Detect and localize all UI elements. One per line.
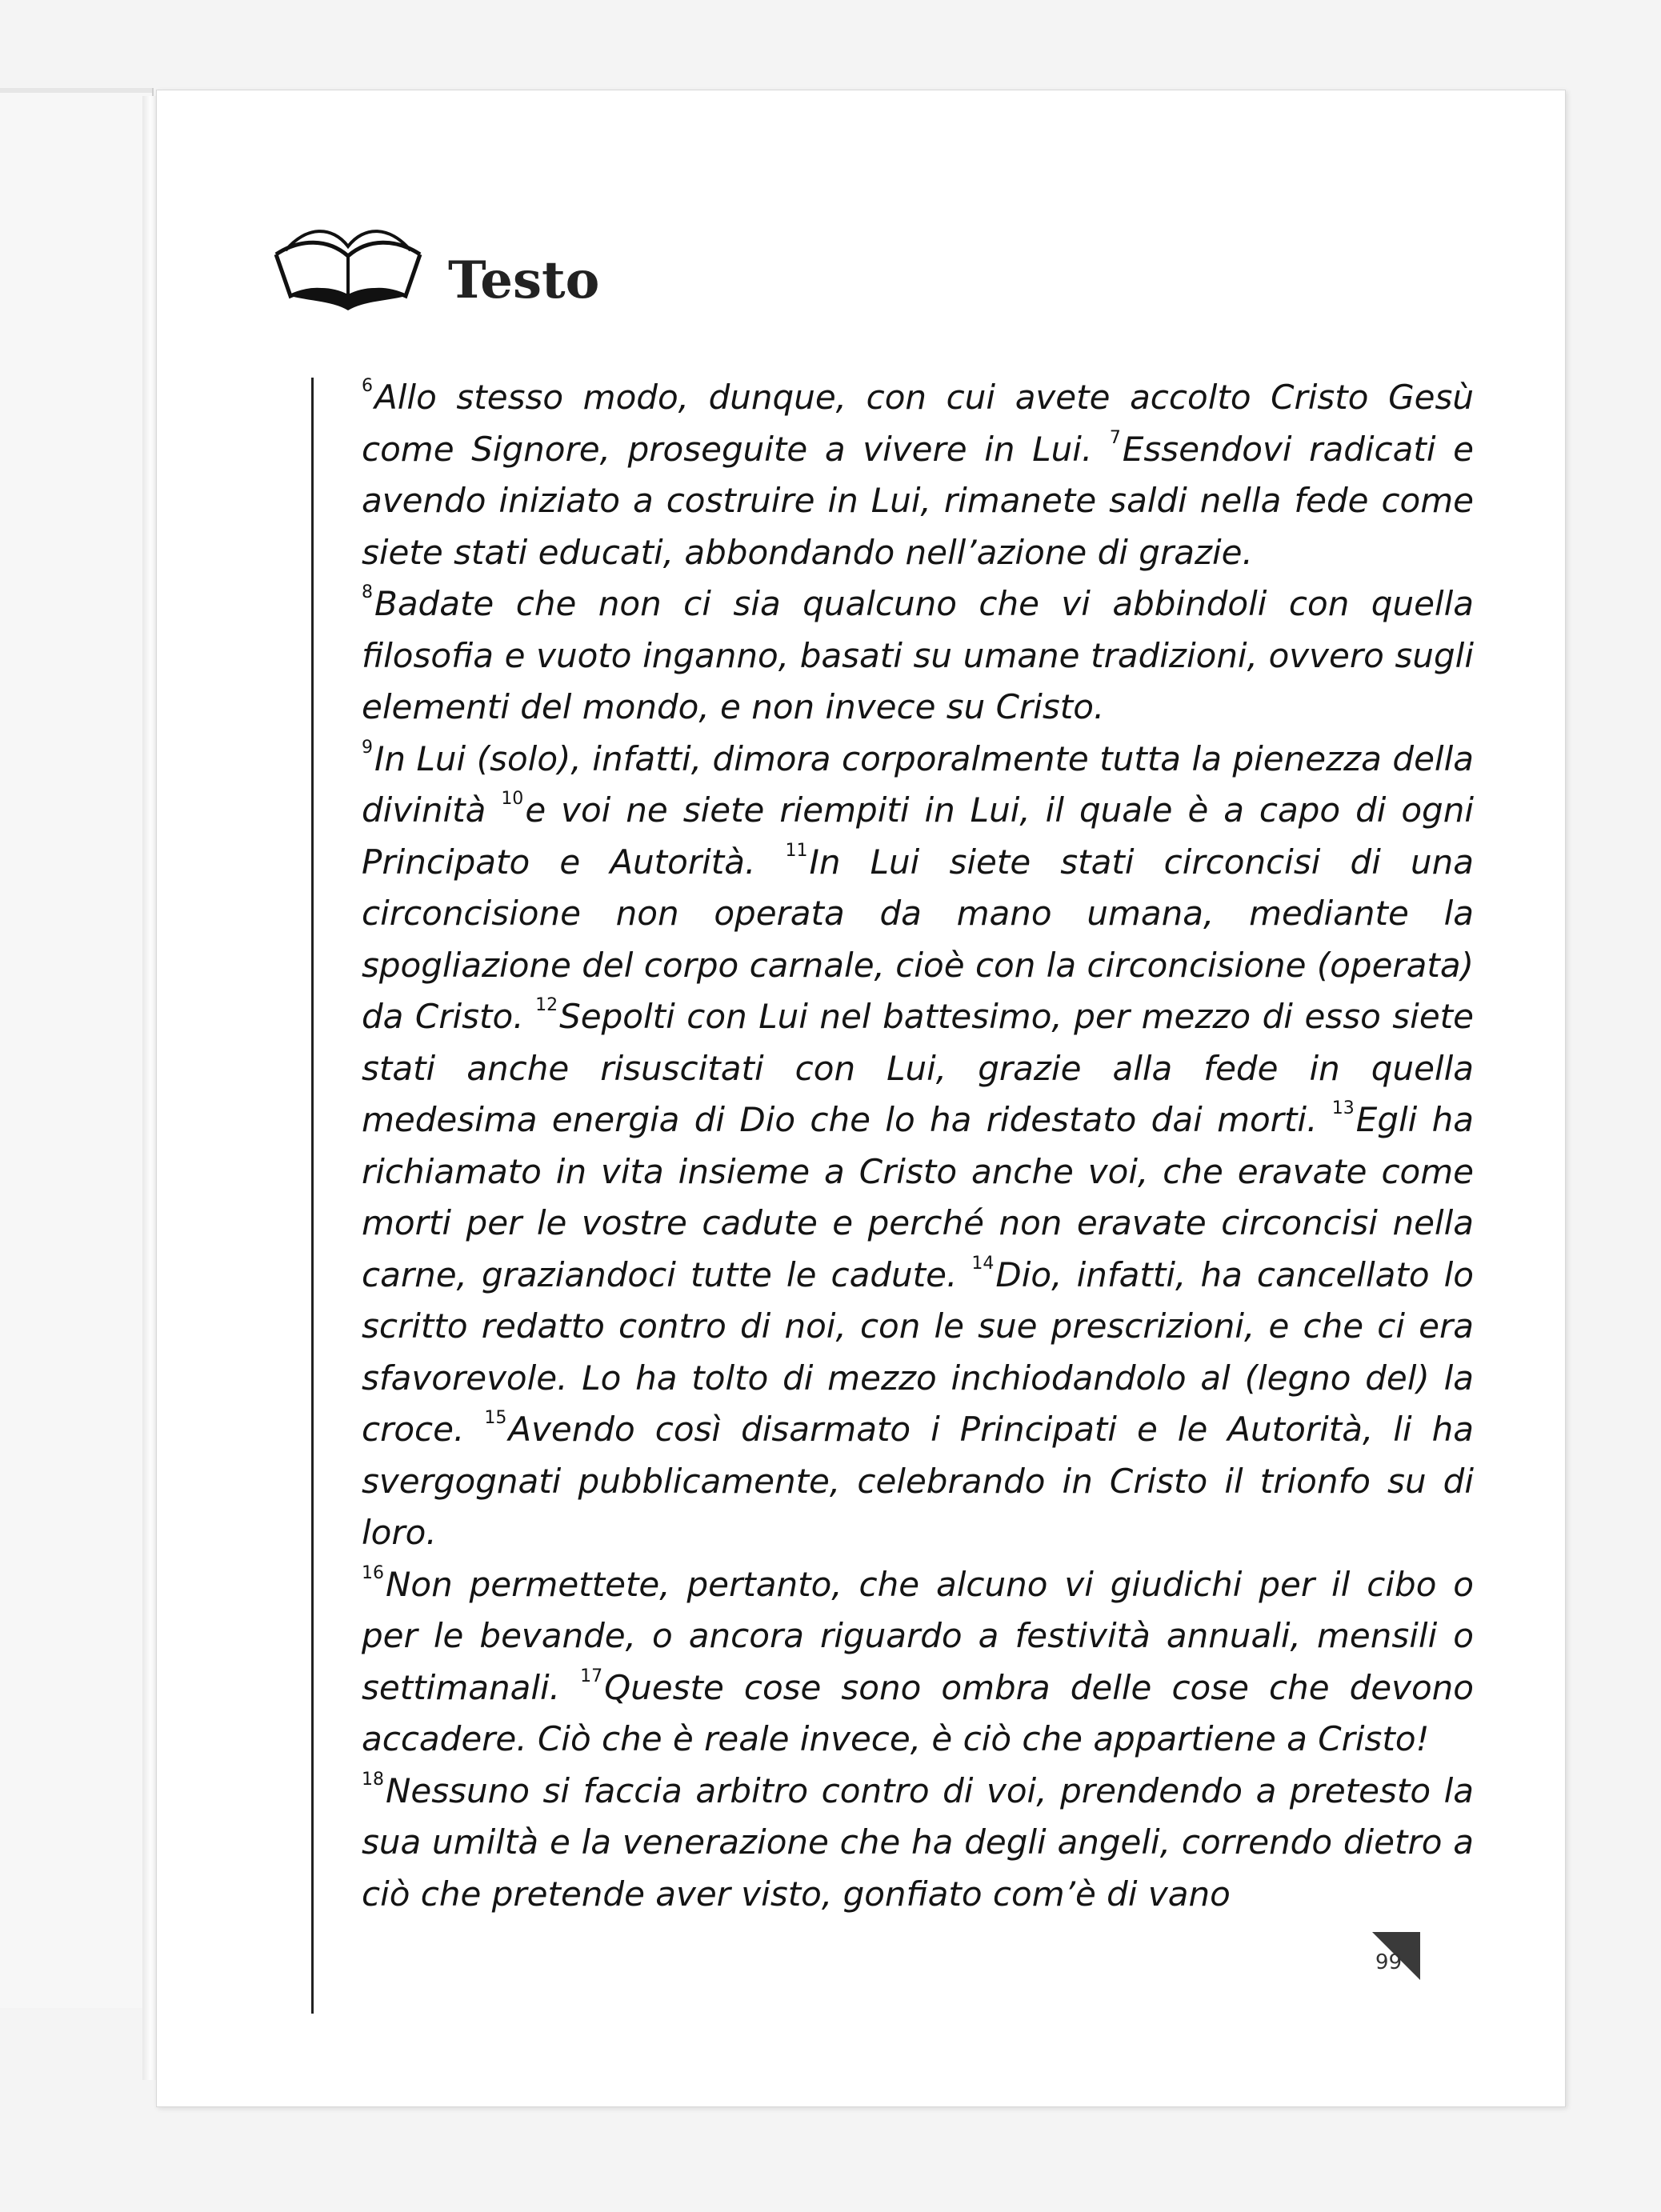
page-number-badge xyxy=(1364,1924,1428,1988)
verse-text: e voi ne siete riempiti in Lui, il quale è a capo di ogni Principato e Autorità. xyxy=(362,790,1474,882)
verse-text: In Lui (solo), infatti, dimora corporalmente tutta la pienezza della divinità xyxy=(362,738,1474,830)
verse-number: 12 xyxy=(535,995,558,1015)
verse-number: 7 xyxy=(1109,427,1121,448)
paragraph xyxy=(362,372,1474,578)
left-page-edge xyxy=(0,88,154,2008)
verse-number: 15 xyxy=(484,1408,507,1428)
verse-number: 13 xyxy=(1331,1098,1355,1118)
verse-text: Avendo così disarmato i Principati e le Autorità, li ha svergognati pubblicamente, celebrando in Cristo il trionfo su di loro. xyxy=(362,1410,1474,1552)
verse-text: Egli ha richiamato in vita insieme a Cristo anche voi, che eravate come morti per le vostre cadute e perché non eravate circoncisi nella carne, graziandoci tutte le cadute. xyxy=(362,1100,1474,1294)
verse-text: Badate che non ci sia qualcuno che vi abbindoli con quella filosofia e vuoto inganno, basati su umane tradizioni, ovvero sugli elementi del mondo, e non invece su Cristo. xyxy=(362,584,1474,726)
verse-number: 10 xyxy=(501,789,524,809)
page-number: 66 xyxy=(1375,1948,1403,1972)
verse-text: Allo stesso modo, dunque, con cui avete accolto Cristo Gesù come Signore, proseguite a vivere in Lui. xyxy=(362,378,1474,469)
verse-text: Dio, infatti, ha cancellato lo scritto redatto contro di noi, con le sue prescrizioni, e che ci era sfavorevole. Lo ha tolto di mezzo inchiodandolo al (legno del) la croce. xyxy=(362,1254,1474,1449)
section-header xyxy=(268,206,748,318)
paragraph xyxy=(362,1766,1474,1921)
open-book-icon xyxy=(268,206,428,318)
verse-text: In Lui siete stati circoncisi di una circoncisione non operata da mano umana, mediante la spogliazione del corpo carnale, cioè con la circoncisione (operata) da Cristo. xyxy=(362,842,1474,1036)
verse-number: 8 xyxy=(362,582,373,602)
verse-text: Essendovi radicati e avendo iniziato a costruire in Lui, rimanete saldi nella fede come siete stati educati, abbondando nell’azione di grazie. xyxy=(362,429,1474,572)
verse-number: 6 xyxy=(362,376,373,396)
paragraph xyxy=(362,578,1474,734)
verse-text: Nessuno si faccia arbitro contro di voi, prendendo a pretesto la sua umiltà e la venerazione che ha degli angeli, correndo dietro a ciò che pretende aver visto, gonfiato com’è di vano xyxy=(362,1770,1474,1914)
left-vertical-rule xyxy=(311,378,314,2014)
section-title: Testo xyxy=(448,250,600,310)
verse-number: 17 xyxy=(580,1666,603,1686)
verse-text: Sepolti con Lui nel battesimo, per mezzo di esso siete stati anche risuscitati con Lui, grazie alla fede in quella medesima energia di Dio che lo ha ridestato dai morti. xyxy=(362,997,1474,1139)
verse-number: 16 xyxy=(362,1562,384,1583)
left-page-top-edge xyxy=(0,88,152,93)
paragraph xyxy=(362,734,1474,1559)
verse-number: 11 xyxy=(785,840,808,861)
verse-number: 9 xyxy=(362,737,373,758)
verse-number: 14 xyxy=(971,1253,995,1274)
verse-number: 18 xyxy=(362,1769,384,1790)
verse-text: Queste cose sono ombra delle cose che devono accadere. Ciò che è reale invece, è ciò che appartiene a Cristo! xyxy=(362,1667,1474,1758)
scripture-text xyxy=(362,372,1474,1920)
paragraph xyxy=(362,1559,1474,1766)
verse-text: Non permettete, pertanto, che alcuno vi giudichi per il cibo o per le bevande, o ancora riguardo a festività annuali, mensili o settimanali. xyxy=(362,1564,1474,1707)
